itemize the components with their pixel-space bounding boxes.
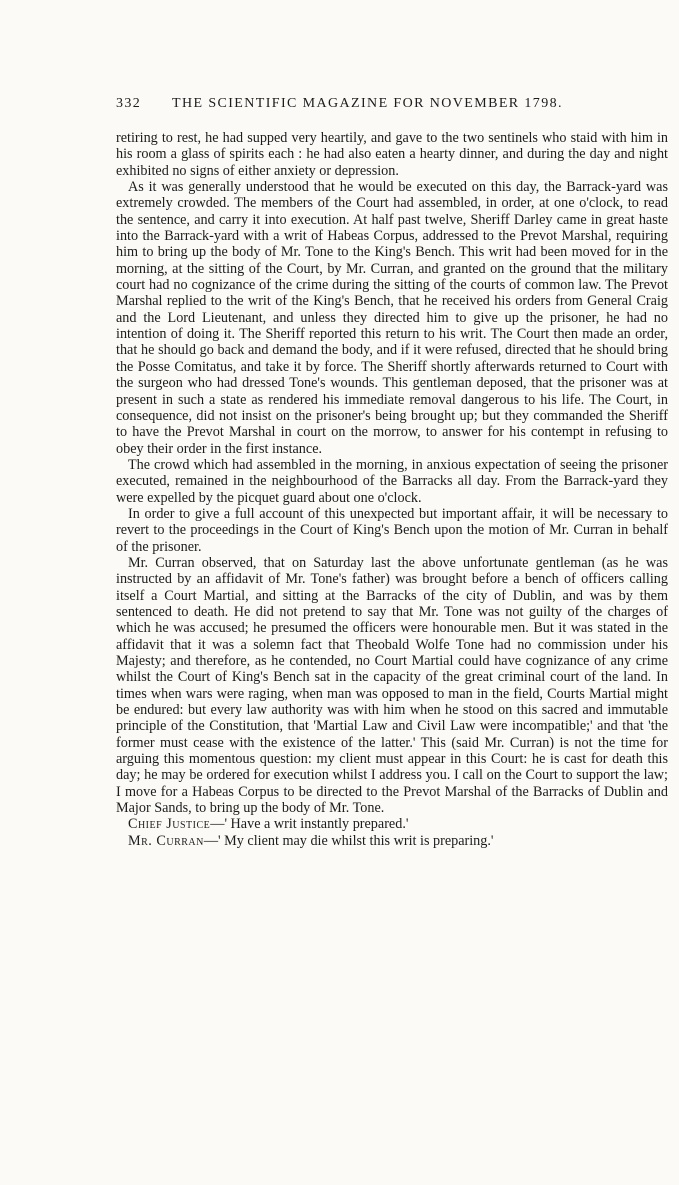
paragraph: retiring to rest, he had supped very heartily, and gave to the two sentinels who staid with him in his room a glass of spirits each : he had also eaten a hearty dinner, and during the day and night exhibited no signs of either anxiety or depression.: [116, 130, 668, 179]
running-head: [116, 96, 668, 112]
paragraph: The crowd which had assembled in the morning, in anxious expectation of seeing the prisoner executed, remained in the neighbourhood of the Barracks all day. From the Barrack-yard they were expelled by the picquet guard about one o'clock.: [116, 456, 668, 506]
page-title: THE SCIENTIFIC MAGAZINE FOR NOVEMBER 1798.: [172, 96, 563, 111]
speaker: Chief Justice: [128, 816, 211, 833]
speech: —' Have a writ instantly prepared.': [210, 816, 409, 833]
article-body: [116, 130, 668, 849]
dialogue-line: [116, 816, 668, 832]
speech: —' My client may die whilst this writ is preparing.': [203, 832, 494, 849]
paragraph: Mr. Curran observed, that on Saturday last the above unfortunate gentleman (as he was instructed by an affidavit of Mr. Tone's father) was brought before a bench of officers calling itself a Court Martial, and sitting at the Barracks of the city of Dublin, and was by them sentenced to death. He did not pretend to say that Mr. Tone was not guilty of the charges of which he was accused; he presumed the officers were honourable men. But it was stated in the affidavit that it was a solemn fact that Theobald Wolfe Tone had no commission under his Majesty; and therefore, as he contended, no Court Martial could have cognizance of any crime whilst the Court of King's Bench sat in the capacity of the great criminal court of the land. In times when wars were raging, when man was opposed to man in the field, Courts Martial might be endured: but every law authority was with him when he stood on this sacred and immutable principle of the Constitution, that 'Martial Law and Civil Law were incompatible;' and that 'the former must cease with the existence of the latter.' This (said Mr. Curran) is not the time for arguing this momentous question: my client must appear in this Court: he is cast for death this day; he may be ordered for execution whilst I address you. I call on the Court to support the law; I move for a Habeas Corpus to be directed to the Prevot Marshal of the Barracks of Dublin and Major Sands, to bring up the body of Mr. Tone.: [116, 554, 668, 817]
paragraph: As it was generally understood that he would be executed on this day, the Barrack-yard was extremely crowded. The members of the Court had assembled, in order, at one o'clock, to read the sentence, and carry it into execution. At half past twelve, Sheriff Darley came in great haste into the Barrack-yard with a writ of Habeas Corpus, addressed to the Prevot Marshal, requiring him to bring up the body of Mr. Tone to the King's Bench. This writ had been moved for in the morning, at the sitting of the Court, by Mr. Curran, and granted on the ground that the military court had no cognizance of the crime during the sitting of the courts of common law. The Prevot Marshal replied to the writ of the King's Bench, that he received his orders from General Craig and the Lord Lieutenant, and unless they directed him to give up the prisoner, he had no intention of doing it. The Sheriff reported this return to his writ. The Court then made an order, that he should go back and demand the body, and if it were refused, directed that he should bring the Posse Comitatus, and take it by force. The Sheriff shortly afterwards returned to Court with the surgeon who had dressed Tone's wounds. This gentleman deposed, that the prisoner was at present in such a state as rendered his immediate removal dangerous to his life. The Court, in consequence, did not insist on the prisoner's being brought up; but they commanded the Sheriff to have the Prevot Marshal in court on the morrow, to answer for his contempt in refusing to obey their order in the first instance.: [116, 179, 668, 457]
paragraph: In order to give a full account of this unexpected but important affair, it will be necessary to revert to the proceedings in the Court of King's Bench upon the motion of Mr. Curran in behalf of the prisoner.: [116, 505, 668, 555]
page-number: 332: [116, 96, 142, 111]
speaker: Mr. Curran: [128, 832, 204, 849]
dialogue-line: [116, 833, 668, 849]
